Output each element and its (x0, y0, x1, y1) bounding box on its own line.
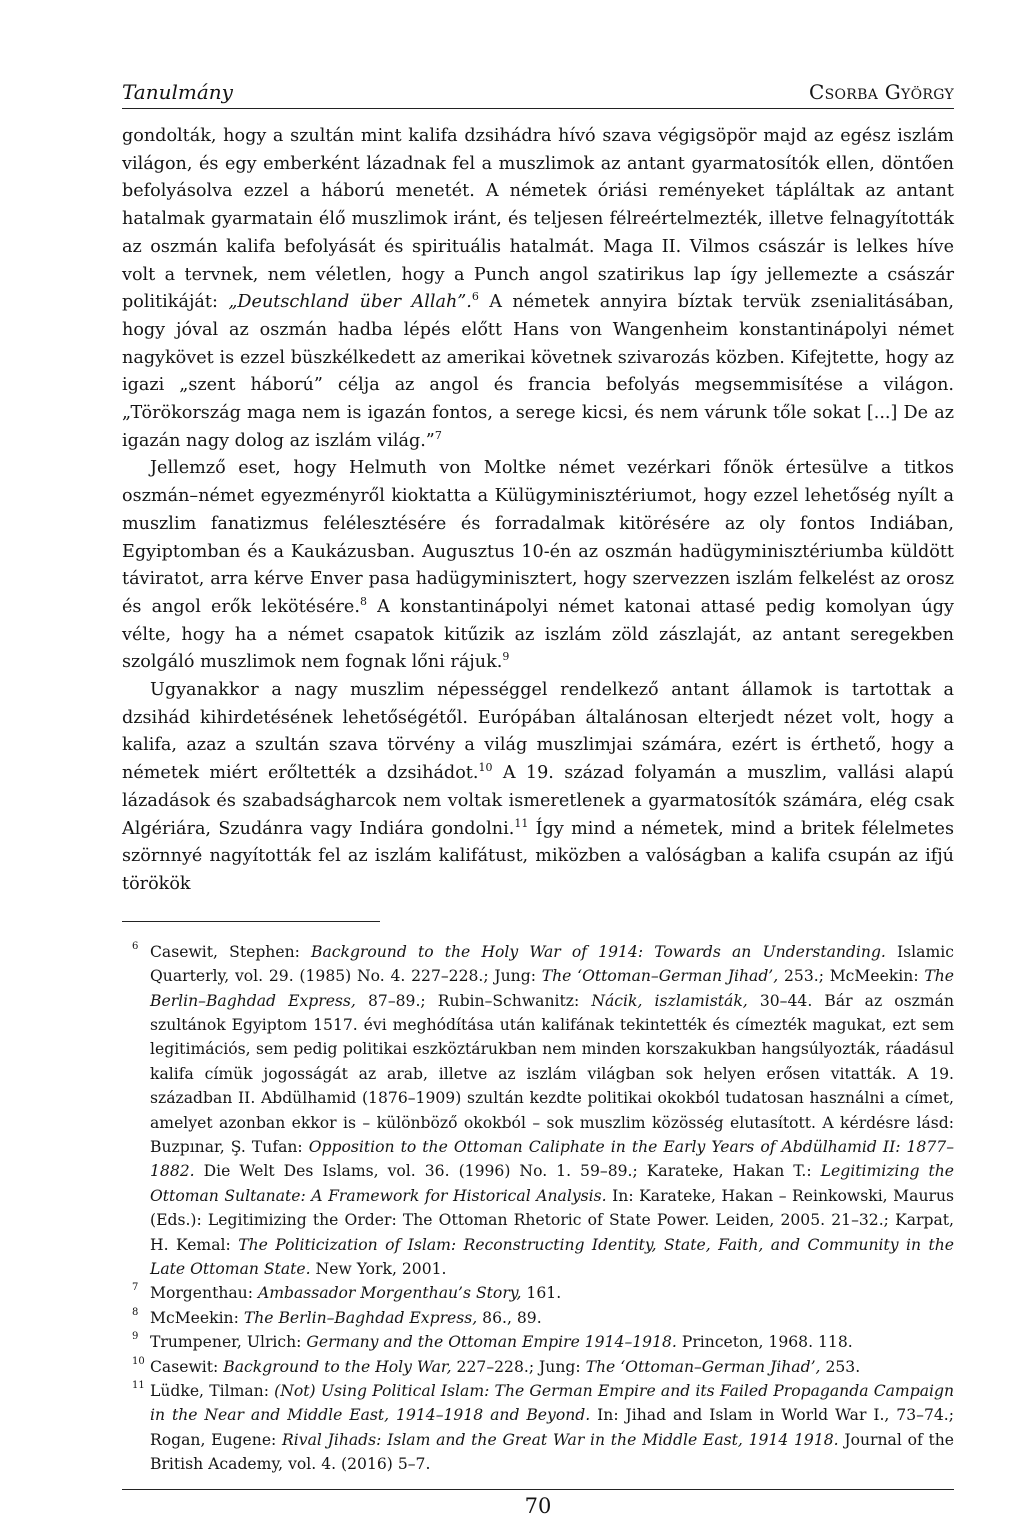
footnote: 8 McMeekin: The Berlin–Baghdad Express, 86., 89. (122, 1306, 954, 1330)
main-text (122, 123, 954, 899)
footnote: 7 Morgenthau: Ambassador Morgenthau’s Story, 161. (122, 1281, 954, 1305)
footnote: 9 Trumpener, Ulrich: Germany and the Ottoman Empire 1914–1918. Princeton, 1968. 118. (122, 1330, 954, 1354)
footnote: 11 Lüdke, Tilman: (Not) Using Political Islam: The German Empire and its Failed Propaganda Campaign in the Near and Middle East, 1914–1918 and Beyond. In: Jihad and Islam in World War I., 73–74.; Rogan, Eugene: Rival Jihads: Islam and the Great War in the Middle East, 1914 1918. Journal of the British Academy, vol. 4. (2016) 5–7. (122, 1379, 954, 1477)
footnote-ref: 10 (478, 761, 493, 775)
footnote-ref: 6 (471, 290, 479, 304)
bottom-divider (122, 1489, 954, 1490)
footnote-number: 11 (132, 1380, 145, 1391)
footnote-number: 10 (132, 1355, 145, 1367)
footnotes (122, 940, 954, 1477)
footnote: 10 Casewit: Background to the Holy War, 227–228.; Jung: The ‘Ottoman–German Jihad’, 253. (122, 1355, 954, 1379)
footnote-number: 9 (132, 1331, 139, 1343)
page (122, 70, 954, 1518)
footnote-number: 6 (132, 940, 139, 952)
footnote-divider (122, 921, 380, 922)
section-label: Tanulmány (122, 80, 233, 104)
footnote-ref: 7 (434, 428, 442, 442)
footnote-ref: 8 (359, 595, 367, 609)
footnote-number: 7 (132, 1282, 139, 1294)
paragraph: Jellemző eset, hogy Helmuth von Moltke német vezérkari főnök értesülve a titkos oszmán–német egyezményről kioktatta a Külügyminisztériumot, hogy ezzel lehetőség nyílt a muszlim fanatizmus felélesztésére és forradalmak kitörésére az oly fontos Indiában, Egyiptomban és a Kaukázusban. Augusztus 10-én az oszmán hadügyminisztériumba küldött táviratot, arra kérve Enver pasa hadügyminisztert, hogy szervezzen iszlám felkelést az orosz és angol erők lekötésére.$^8$ A konstantinápolyi német katonai attasé pedig komolyan úgy vélte, hogy ha a német csapatok kitűzik az iszlám zöld zászlaját, az antant seregekben szolgáló muszlimok nem fognak lőni rájuk.$^9$ (122, 458, 954, 673)
paragraph: Ugyanakkor a nagy muszlim népességgel rendelkező antant államok is tartottak a dzsihád kihirdetésének lehetőségétől. Európában általánosan elterjedt nézet volt, hogy a kalifa, azaz a szultán szava törvény a világ muszlimjai számára, ezért is érthető, hogy a németek miért erőltették a dzsihádot.$^{10}$ A 19. század folyamán a muszlim, vallási alapú lázadások és szabadságharcok nem voltak ismeretlenek a gyarmatosítók számára, elég csak Algériára, Szudánra vagy Indiára gondolni.$^{11}$ Így mind a németek, mind a britek félelmetes szörnnyé nagyították fel az iszlám kalifátust, miközben a valóságban a kalifa csupán az ifjú törökök (122, 680, 954, 894)
paragraph: gondolták, hogy a szultán mint kalifa dzsihádra hívó szava végigsöpör majd az egész iszlám világon, és egy emberként lázadnak fel a muszlimok az antant gyarmatosítók ellen, döntően befolyásolva ezzel a háború menetét. A németek óriási reményeket tápláltak az antant hatalmak gyarmatain élő muszlimok iránt, és teljesen félreértelmezték, illetve felnagyították az oszmán kalifa befolyását és spirituális hatalmát. Maga II. Vilmos császár is lelkes híve volt a tervnek, nem véletlen, hogy a Punch angol szatirikus lap így jellemezte a császár politikáját: „Deutschland über Allah”.$^6$ A németek annyira bíztak tervük zsenialitásában, hogy jóval az oszmán hadba lépés előtt Hans von Wangenheim konstantinápolyi német nagykövet is ezzel büszkélkedett az amerikai követnek szivarozás közben. Kifejtette, hogy az igazi „szent háború” célja az angol és francia befolyás megsemmisítése a világon. „Törökország maga nem is igazán fontos, a serege kicsi, és nem várunk tőle sokat [...] De az igazán nagy dolog az iszlám világ.”$^7$ (122, 126, 954, 451)
running-header (122, 70, 954, 109)
footnote-ref: 11 (514, 816, 529, 830)
footnote-ref: 9 (502, 650, 510, 664)
footnote: 6 Casewit, Stephen: Background to the Holy War of 1914: Towards an Understanding. Islamic Quarterly, vol. 29. (1985) No. 4. 227–228.; Jung: The ‘Ottoman–German Jihad’, 253.; McMeekin: The Berlin–Baghdad Express, 87–89.; Rubin–Schwanitz: Nácik, iszlamisták, 30–44. Bár az oszmán szultánok Egyiptom 1517. évi meghódítása után kalifának tekintették és címezték magukat, ezt sem legitimációs, sem pedig politikai eszköztárukban nem minden korszakukban hangsúlyozták, ráadásul kalifa címük jogosságát az arab, illetve az iszlám világban sok helyen erősen vitatták. A 19. században II. Abdülhamid (1876–1909) szultán kezdte politikai okokból tudatosan használni a címet, amelyet azonban ekkor is – különböző okokból – sok muszlim közösség elutasított. A kérdésre lásd: Buzpınar, Ş. Tufan: Opposition to the Ottoman Caliphate in the Early Years of Abdülhamid II: 1877–1882. Die Welt Des Islams, vol. 36. (1996) No. 1. 59–89.; Karateke, Hakan T.: Legitimizing the Ottoman Sultanate: A Framework for Historical Analysis. In: Karateke, Hakan – Reinkowski, Maurus (Eds.): Legitimizing the Order: The Ottoman Rhetoric of State Power. Leiden, 2005. 21–32.; Karpat, H. Kemal: The Politicization of Islam: Reconstructing Identity, State, Faith, and Community in the Late Ottoman State. New York, 2001. (122, 940, 954, 1282)
page-number: 70 (524, 1493, 552, 1518)
author-name: Csorba György (809, 80, 954, 104)
footnote-number: 8 (132, 1306, 139, 1318)
